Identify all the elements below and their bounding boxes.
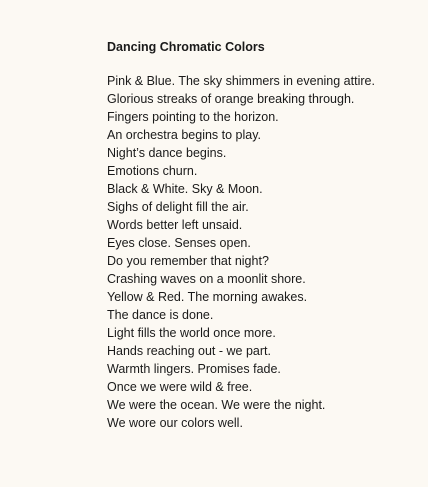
poem-line: Night’s dance begins. — [107, 146, 227, 160]
poem-line: We were the ocean. We were the night. — [107, 398, 326, 412]
poem-lines — [107, 72, 417, 432]
poem — [107, 38, 417, 432]
poem-line: Light fills the world once more. — [107, 326, 276, 340]
poem-line: Once we were wild & free. — [107, 380, 253, 394]
poem-line: Emotions churn. — [107, 164, 198, 178]
poem-line: Warmth lingers. Promises fade. — [107, 362, 281, 376]
poem-line: Black & White. Sky & Moon. — [107, 182, 263, 196]
poem-line: We wore our colors well. — [107, 416, 243, 430]
poem-line: Eyes close. Senses open. — [107, 236, 251, 250]
poem-line: Words better left unsaid. — [107, 218, 243, 232]
poem-line: Yellow & Red. The morning awakes. — [107, 290, 308, 304]
poem-line: An orchestra begins to play. — [107, 128, 262, 142]
poem-line: Hands reaching out - we part. — [107, 344, 271, 358]
poem-line: Do you remember that night? — [107, 254, 269, 268]
poem-line: The dance is done. — [107, 308, 214, 322]
poem-line: Crashing waves on a moonlit shore. — [107, 272, 306, 286]
poem-line: Glorious streaks of orange breaking through. — [107, 92, 355, 106]
poem-line: Pink & Blue. The sky shimmers in evening attire. — [107, 74, 375, 88]
poem-line: Sighs of delight fill the air. — [107, 200, 249, 214]
poem-line: Fingers pointing to the horizon. — [107, 110, 279, 124]
poem-title: Dancing Chromatic Colors — [107, 40, 265, 54]
